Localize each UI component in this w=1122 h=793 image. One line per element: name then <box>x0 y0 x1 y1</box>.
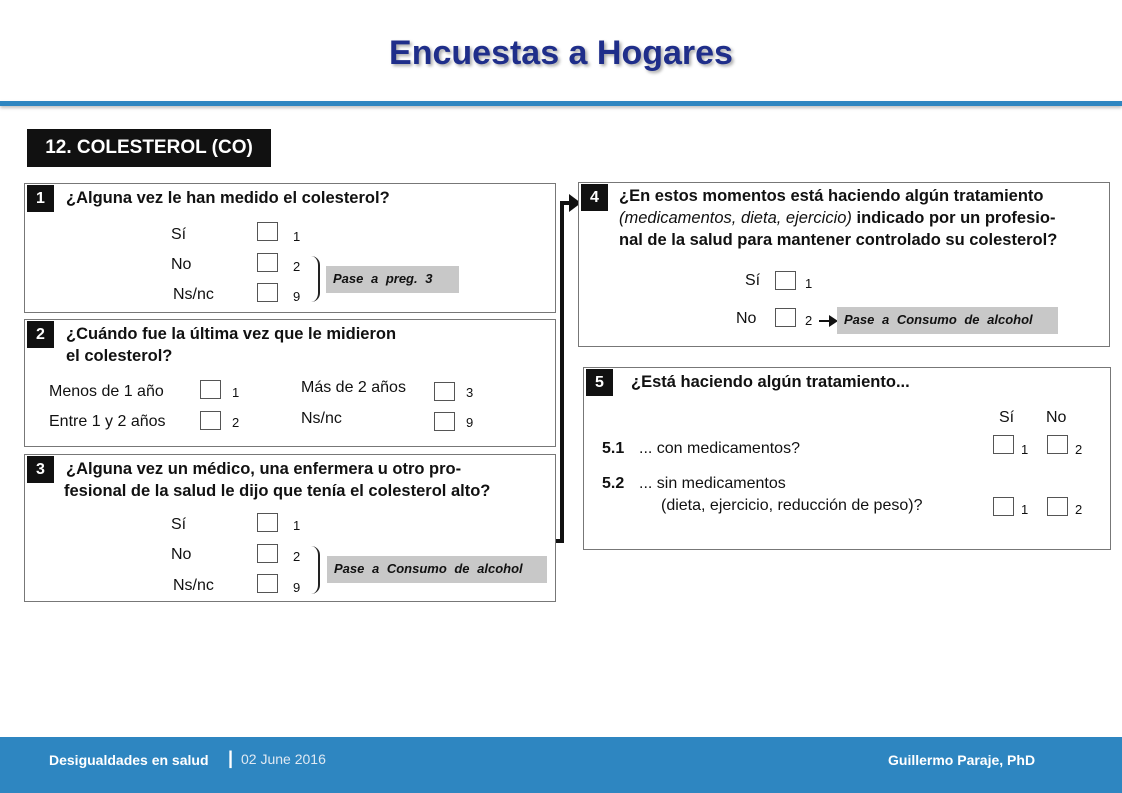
q5-yes-checkbox[interactable] <box>993 435 1014 454</box>
q3-skip-instruction: Pase a Consumo de alcohol <box>327 556 547 583</box>
q1-option-code: 1 <box>293 229 301 244</box>
footer-course: Desigualdades en salud <box>49 752 209 768</box>
q4-option-code: 1 <box>805 276 813 291</box>
q1-option-checkbox[interactable] <box>257 253 278 272</box>
question-5-box <box>583 367 1111 550</box>
q5-yes-code: 1 <box>1021 502 1029 517</box>
q1-option-label: Sí <box>171 226 187 243</box>
question-5-text: ¿Está haciendo algún tratamiento... <box>631 373 910 391</box>
q1-option-code: 9 <box>293 289 301 304</box>
q4-text-rest: indicado por un profesio- <box>851 209 1056 227</box>
q3-option-checkbox[interactable] <box>257 574 278 593</box>
q3-option-label: No <box>171 546 192 563</box>
q4-option-checkbox[interactable] <box>775 308 796 327</box>
q5-column-yes: Sí <box>999 409 1015 426</box>
q2-option-checkbox[interactable] <box>434 412 455 431</box>
question-2-number: 2 <box>27 321 54 348</box>
q5-item-text-line2: (dieta, ejercicio, reducción de peso)? <box>661 497 923 514</box>
q5-item-text: ... con medicamentos? <box>639 440 800 457</box>
q5-no-checkbox[interactable] <box>1047 497 1068 516</box>
q2-option-label: Entre 1 y 2 años <box>49 413 166 430</box>
question-1-text: ¿Alguna vez le han medido el colesterol? <box>66 189 390 207</box>
q4-option-code: 2 <box>805 313 813 328</box>
q2-option-code: 9 <box>466 415 474 430</box>
q2-option-label: Más de 2 años <box>301 379 406 396</box>
q2-option-checkbox[interactable] <box>434 382 455 401</box>
q5-item-text: ... sin medicamentos <box>639 475 786 492</box>
q4-italic-note: (medicamentos, dieta, ejercicio) <box>619 209 852 227</box>
q1-option-code: 2 <box>293 259 301 274</box>
question-5-number: 5 <box>586 369 613 396</box>
q3-option-code: 9 <box>293 580 301 595</box>
q3-option-code: 1 <box>293 518 301 533</box>
q3-option-checkbox[interactable] <box>257 544 278 563</box>
question-3-number: 3 <box>27 456 54 483</box>
q3-skip-brace <box>311 546 320 594</box>
q5-item-number: 5.1 <box>602 440 625 457</box>
q3-option-code: 2 <box>293 549 301 564</box>
q2-option-label: Menos de 1 año <box>49 383 164 400</box>
question-2-text-line1: ¿Cuándo fue la última vez que le midieron <box>66 325 397 343</box>
footer-separator: | <box>228 748 234 768</box>
question-1-number: 1 <box>27 185 54 212</box>
question-4-text-line1: ¿En estos momentos está haciendo algún tratamiento <box>619 187 1044 205</box>
q1-skip-brace <box>311 256 320 302</box>
q5-yes-checkbox[interactable] <box>993 497 1014 516</box>
q5-no-code: 2 <box>1075 442 1083 457</box>
slide-title: Encuestas a Hogares <box>389 34 733 72</box>
q5-no-code: 2 <box>1075 502 1083 517</box>
q4-skip-instruction: Pase a Consumo de alcohol <box>837 307 1058 334</box>
section-label: 12. COLESTEROL (CO) <box>27 129 271 167</box>
title-divider <box>0 101 1122 106</box>
question-4-text-line3: nal de la salud para mantener controlado su colesterol? <box>619 231 1058 249</box>
question-3-text-line2: fesional de la salud le dijo que tenía el colesterol alto? <box>64 482 491 500</box>
q5-item-number: 5.2 <box>602 475 625 492</box>
q1-option-checkbox[interactable] <box>257 283 278 302</box>
question-4-number: 4 <box>581 184 608 211</box>
q2-option-label: Ns/nc <box>301 410 342 427</box>
flow-connector <box>560 201 564 543</box>
q4-option-label: Sí <box>745 272 761 289</box>
question-2-text-line2: el colesterol? <box>66 347 173 365</box>
q1-option-label: No <box>171 256 192 273</box>
q5-column-no: No <box>1046 409 1067 426</box>
q2-option-code: 3 <box>466 385 474 400</box>
q3-option-label: Sí <box>171 516 187 533</box>
q3-option-checkbox[interactable] <box>257 513 278 532</box>
q1-option-label: Ns/nc <box>173 286 214 303</box>
footer-date: 02 June 2016 <box>241 751 326 767</box>
q5-no-checkbox[interactable] <box>1047 435 1068 454</box>
q3-option-label: Ns/nc <box>173 577 214 594</box>
q2-option-code: 2 <box>232 415 240 430</box>
q2-option-checkbox[interactable] <box>200 380 221 399</box>
question-4-text-line2 <box>619 207 1055 229</box>
q1-skip-instruction: Pase a preg. 3 <box>326 266 459 293</box>
q2-option-checkbox[interactable] <box>200 411 221 430</box>
q4-option-label: No <box>736 310 757 327</box>
q2-option-code: 1 <box>232 385 240 400</box>
footer-author: Guillermo Paraje, PhD <box>888 752 1036 768</box>
q1-option-checkbox[interactable] <box>257 222 278 241</box>
question-3-text-line1: ¿Alguna vez un médico, una enfermera u otro pro- <box>66 460 462 478</box>
q5-yes-code: 1 <box>1021 442 1029 457</box>
q4-option-checkbox[interactable] <box>775 271 796 290</box>
